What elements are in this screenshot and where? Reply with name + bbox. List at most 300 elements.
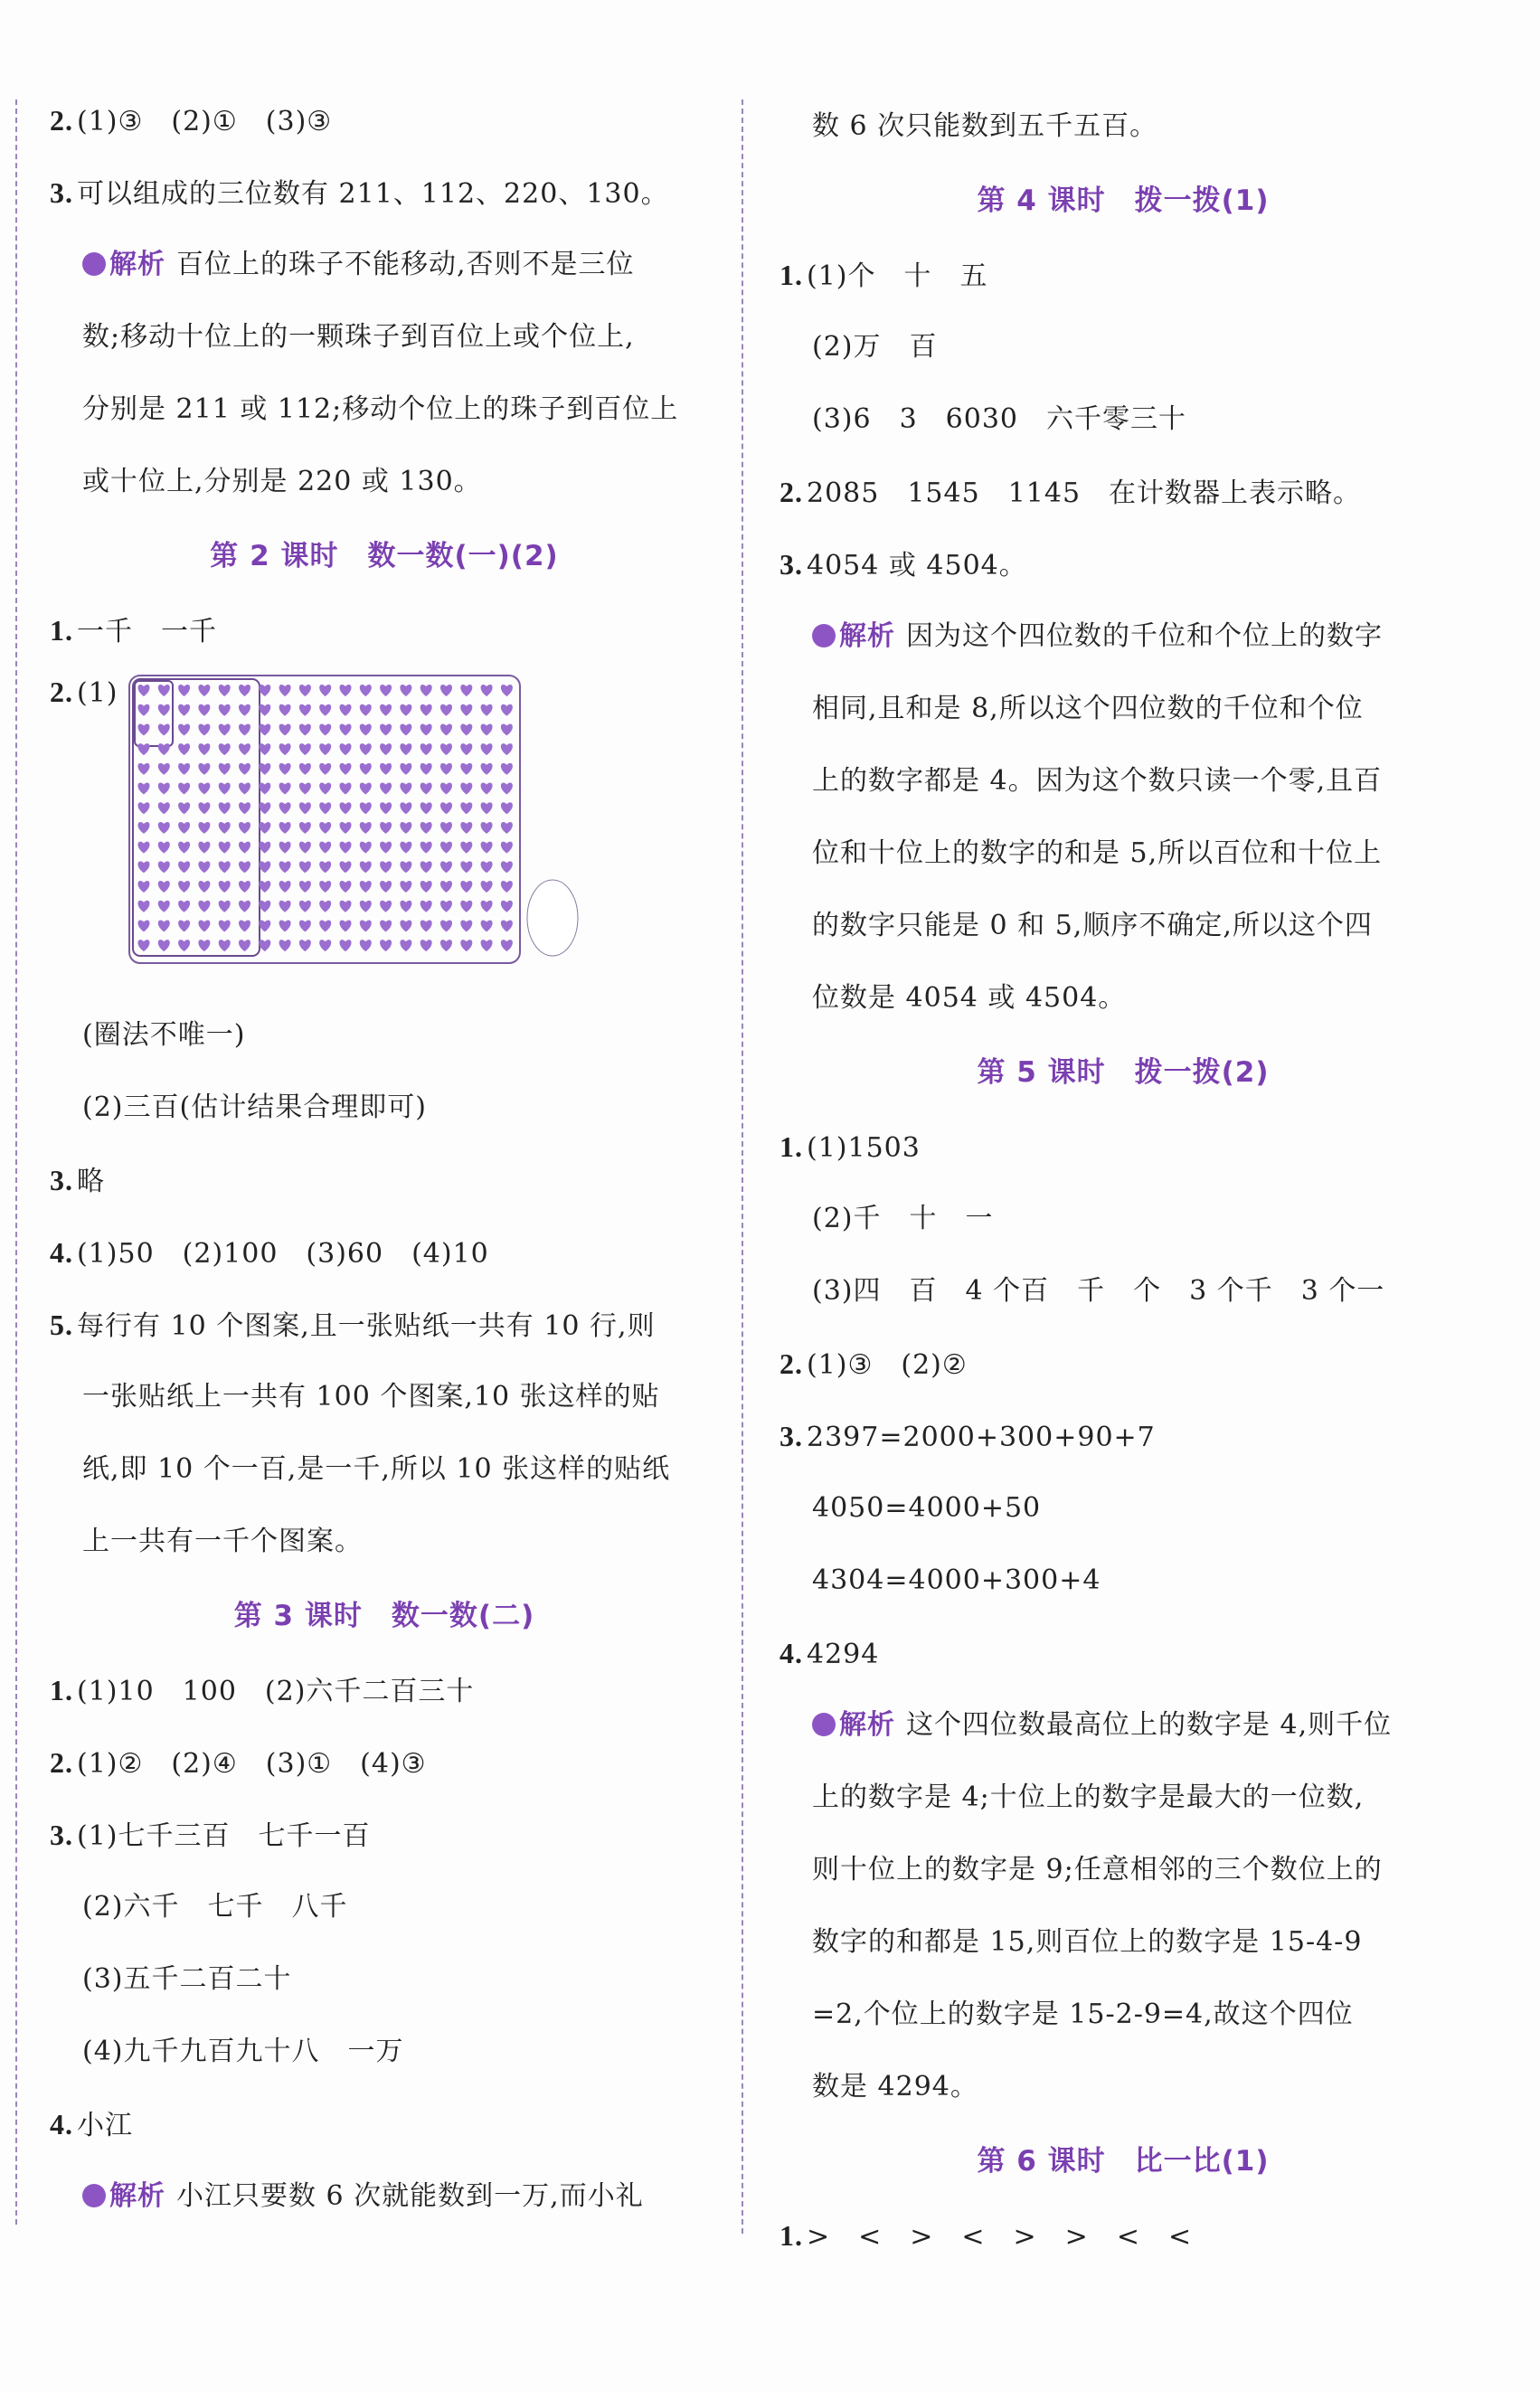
question-number: 2. [50,1746,73,1779]
heart-icon [319,704,331,716]
answer-line [779,90,1467,163]
line-text: 数是 4294。 [812,2071,978,2103]
heart-icon [420,783,432,795]
heart-icon [239,822,250,834]
heart-icon [380,783,392,795]
question-number: 3. [779,548,803,581]
heart-icon [198,901,210,912]
heart-icon [420,940,432,951]
heart-icon [198,743,210,755]
heart-icon [440,881,452,893]
heart-icon [501,940,513,951]
answer-line [50,1654,719,1726]
heart-icon [158,861,170,873]
heart-icon [481,685,493,696]
heart-icon [279,723,291,735]
heart-icon [440,940,452,951]
analysis-label [812,1709,895,1741]
heart-icon [481,822,493,834]
heart-icon [460,940,472,951]
heart-icon [178,940,190,951]
heart-icon [299,861,311,873]
hundred-circle [133,679,260,956]
heart-icon [299,901,311,912]
line-text: 位和十位上的数字的和是 5,所以百位和十位上 [812,837,1383,869]
heart-icon [259,723,270,735]
heart-icon [259,920,270,931]
heart-icon [158,802,170,814]
answer-line [779,1762,1467,1834]
line-text: 上一共有一千个图案。 [82,1526,363,1557]
heart-icon [360,704,372,716]
question-number: 1. [50,1674,73,1706]
line-text: 一张贴纸上一共有 100 个图案,10 张这样的贴 [82,1381,660,1413]
heart-icon [158,881,170,893]
heart-icon [360,685,372,696]
heart-icon [501,802,513,814]
heart-icon [158,842,170,854]
heart-icon [400,861,411,873]
heart-icon [420,802,432,814]
line-text: 4304=4000+300+4 [812,1564,1101,1596]
heart-icon [158,763,170,775]
heart-icon [501,842,513,854]
heart-icon [299,704,311,716]
question-number: 5. [50,1309,73,1341]
question-number: 4. [50,1236,73,1269]
heart-icon [319,802,331,814]
outer-circle-boundary [129,676,520,963]
heart-icon [198,822,210,834]
heart-icon [198,723,210,735]
line-text: 数;移动十位上的一颗珠子到百位上或个位上, [82,321,635,353]
heart-icon [219,881,231,893]
heart-icon [219,743,231,755]
heart-icon [158,723,170,735]
heart-icon [339,743,351,755]
heart-icon [360,920,372,931]
answer-line [779,456,1467,528]
line-text: 小江 [77,2110,133,2141]
heart-icon [239,861,250,873]
right-column [779,90,1467,2272]
heart-icon [219,920,231,931]
answer-line [779,2199,1467,2272]
answer-line [50,2088,719,2160]
heart-icon [259,940,270,951]
heart-icon [481,763,493,775]
heart-icon [279,685,291,696]
analysis-line [50,229,719,301]
heart-icon [481,861,493,873]
heart-icon [259,783,270,795]
analysis-label [82,249,165,280]
heart-icon [279,901,291,912]
heart-icon [481,842,493,854]
heart-icon [440,783,452,795]
heart-icon [360,723,372,735]
line-text: 百位上的珠子不能移动,否则不是三位 [176,249,635,280]
heart-icon [400,920,411,931]
heart-icon [319,940,331,951]
line-text: (1)七千三百 七千一百 [77,1820,371,1852]
answer-line [50,373,719,446]
question-number: 3. [50,1819,73,1851]
lesson-heading [779,163,1467,239]
heart-icon [137,802,149,814]
heart-icon [299,723,311,735]
heart-icon [481,723,493,735]
heart-icon [460,802,472,814]
heart-icon [501,763,513,775]
heart-icon [219,704,231,716]
line-text: 略 [77,1166,105,1197]
answer-line [50,1072,719,1144]
line-text: (1)③ (2)② [807,1349,968,1381]
heart-icon [178,920,190,931]
heart-icon [239,704,250,716]
heart-icon [259,861,270,873]
heart-icon [259,881,270,893]
heart-icon [178,881,190,893]
heart-icon [460,783,472,795]
heart-icon [279,842,291,854]
heart-icon [239,901,250,912]
line-text: 2085 1545 1145 在计数器上表示略。 [807,477,1362,509]
heart-icon [400,783,411,795]
heart-icon [360,802,372,814]
heart-icon [259,743,270,755]
heart-icon [279,861,291,873]
answer-line [50,301,719,373]
heart-icon [239,920,250,931]
heart-icon [380,940,392,951]
heart-icon [360,783,372,795]
line-text: 4054 或 4504。 [807,550,1027,581]
line-text: 第 4 课时 拨一拨(1) [977,184,1270,217]
analysis-icon [82,252,106,276]
heart-icon [259,842,270,854]
heart-icon [279,940,291,951]
heart-icon [319,881,331,893]
answer-line [779,745,1467,817]
heart-icon [360,763,372,775]
heart-icon [501,783,513,795]
heart-icon [137,723,149,735]
heart-icon [501,704,513,716]
answer-line [779,1328,1467,1400]
heart-icon [239,783,250,795]
heart-icon [440,920,452,931]
heart-icon [380,920,392,931]
heart-icon [339,822,351,834]
answer-line [50,446,719,518]
heart-icon [440,723,452,735]
heart-icon [279,881,291,893]
heart-icon [279,783,291,795]
heart-icon [460,743,472,755]
answer-line [779,962,1467,1035]
line-text: 数 6 次只能数到五千五百。 [812,110,1158,142]
heart-icon [481,802,493,814]
answer-line [50,999,719,1072]
answer-line [779,1110,1467,1183]
heart-icon [178,685,190,696]
heart-icon [259,685,270,696]
heart-icon [460,704,472,716]
heart-sticker-figure [128,674,634,981]
question-number: 1. [50,614,73,647]
heart-icon [339,723,351,735]
lesson-heading [50,518,719,594]
answer-line [50,1361,719,1433]
analysis-icon [812,624,836,647]
heart-icon [400,842,411,854]
heart-icon [420,881,432,893]
line-text: (3)五千二百二十 [82,1963,292,1995]
answer-line [779,1906,1467,1979]
question-number: 3. [50,176,73,209]
heart-icon [178,704,190,716]
heart-icon [400,743,411,755]
line-text: 分别是 211 或 112;移动个位上的珠子到百位上 [82,393,679,425]
heart-icon [400,802,411,814]
heart-icon [198,920,210,931]
figure-answer-line [50,666,719,999]
question-number: 1. [779,259,803,291]
heart-icon [198,842,210,854]
answer-line [50,1144,719,1216]
heart-icon [299,881,311,893]
heart-icon [198,685,210,696]
line-text: 则十位上的数字是 9;任意相邻的三个数位上的 [812,1854,1383,1885]
heart-icon [339,842,351,854]
heart-icon [319,783,331,795]
line-text: 一千 一千 [77,616,217,647]
question-number: 2. [779,476,803,508]
heart-icon [137,685,149,696]
heart-icon [198,704,210,716]
question-number: 4. [779,1637,803,1669]
line-text: 第 2 课时 数一数(一)(2) [210,540,559,572]
line-text: (1)10 100 (2)六千二百三十 [77,1676,475,1707]
heart-icon [440,685,452,696]
heart-icon [360,940,372,951]
heart-icon [380,802,392,814]
heart-icon [299,783,311,795]
heart-icon [259,704,270,716]
heart-icon [178,802,190,814]
heart-icon [400,940,411,951]
heart-icon [299,743,311,755]
heart-icon [481,783,493,795]
heart-icon [239,763,250,775]
line-text: (1)个 十 五 [807,260,988,292]
line-text: 第 5 课时 拨一拨(2) [977,1056,1270,1089]
line-text: 可以组成的三位数有 211、112、220、130。 [77,178,669,210]
heart-icon [219,842,231,854]
line-text: (3)四 百 4 个百 千 个 3 个千 3 个一 [812,1275,1385,1307]
heart-icon [501,861,513,873]
answer-line [779,1979,1467,2051]
line-text: 数字的和都是 15,则百位上的数字是 15-4-9 [812,1926,1363,1958]
heart-icon [198,802,210,814]
heart-icon [400,881,411,893]
heart-icon [339,940,351,951]
line-text: 每行有 10 个图案,且一张贴纸一共有 10 行,则 [77,1310,656,1342]
heart-icon [380,723,392,735]
heart-icon [380,685,392,696]
answer-line [50,594,719,666]
analysis-label-text: 解析 [109,249,165,280]
question-number: 1. [779,1130,803,1163]
heart-icon [239,842,250,854]
heart-icon [360,881,372,893]
heart-icon [137,940,149,951]
heart-icon [400,901,411,912]
heart-icon [481,704,493,716]
heart-icon [339,783,351,795]
heart-icon [299,763,311,775]
line-text: 这个四位数最高位上的数字是 4,则千位 [906,1709,1393,1741]
heart-icon [178,822,190,834]
heart-icon [239,802,250,814]
line-text: 第 6 课时 比一比(1) [977,2145,1270,2178]
heart-icon [339,881,351,893]
heart-icon [400,685,411,696]
line-text: 2397=2000+300+90+7 [807,1422,1156,1453]
line-text: 相同,且和是 8,所以这个四位数的千位和个位 [812,693,1364,724]
heart-icon [501,901,513,912]
heart-icon [360,842,372,854]
heart-icon [178,723,190,735]
heart-icon [360,822,372,834]
heart-icon [339,901,351,912]
heart-icon [158,940,170,951]
heart-icon [420,842,432,854]
heart-icon [219,940,231,951]
heart-icon [239,881,250,893]
line-text: 纸,即 10 个一百,是一千,所以 10 张这样的贴纸 [82,1453,671,1485]
heart-icon [279,822,291,834]
heart-icon [460,763,472,775]
answer-line [779,311,1467,383]
heart-icon [137,763,149,775]
heart-icon [319,685,331,696]
heart-icon [299,685,311,696]
heart-icon [380,901,392,912]
heart-icon [420,822,432,834]
line-text: (1) [77,677,118,709]
heart-icon [319,842,331,854]
analysis-label-text: 解析 [839,1709,895,1741]
answer-line [779,239,1467,311]
analysis-line [779,1689,1467,1762]
heart-icon [137,881,149,893]
heart-icon [279,802,291,814]
heart-icon [319,901,331,912]
heart-icon [178,763,190,775]
answer-line [50,1726,719,1799]
left-column [50,84,719,2233]
heart-icon [137,901,149,912]
analysis-icon [812,1713,836,1736]
heart-icon [178,842,190,854]
heart-icon [299,822,311,834]
heart-icon [440,842,452,854]
heart-icon [319,763,331,775]
answer-line [779,673,1467,745]
heart-icon [259,901,270,912]
line-text: =2,个位上的数字是 15-2-9=4,故这个四位 [812,1999,1354,2030]
heart-icon [137,861,149,873]
heart-icon [460,901,472,912]
heart-icon [259,822,270,834]
heart-icon [259,802,270,814]
heart-icon [158,783,170,795]
heart-icon [380,842,392,854]
answer-line [779,528,1467,600]
heart-icon [380,881,392,893]
heart-icon [481,920,493,931]
heart-icon [481,901,493,912]
answer-line [779,1472,1467,1545]
line-text: (1)② (2)④ (3)① (4)③ [77,1748,427,1780]
heart-icon [380,822,392,834]
heart-icon [198,783,210,795]
line-text: 第 3 课时 数一数(二) [233,1600,535,1632]
heart-icon [380,704,392,716]
heart-icon [420,920,432,931]
analysis-label-text: 解析 [839,620,895,652]
heart-icon [460,822,472,834]
heart-icon [219,861,231,873]
heart-icon [400,723,411,735]
heart-icon [380,763,392,775]
heart-icon [279,704,291,716]
hamster-mascot [527,880,578,956]
heart-icon [420,704,432,716]
heart-icon [360,861,372,873]
heart-icon [259,763,270,775]
heart-icon [501,743,513,755]
line-text: 4294 [807,1639,880,1670]
answer-line [779,1255,1467,1328]
left-margin-divider [15,99,17,2225]
heart-icon [420,685,432,696]
heart-icon [279,920,291,931]
heart-icon [178,783,190,795]
line-text: (2)万 百 [812,331,938,363]
question-number: 4. [50,2108,73,2141]
answer-line [50,84,719,156]
heart-icon [420,743,432,755]
heart-icon [319,861,331,873]
line-text: 4050=4000+50 [812,1492,1042,1524]
heart-icon [299,940,311,951]
line-text: 位数是 4054 或 4504。 [812,982,1127,1014]
heart-icon [339,704,351,716]
heart-icon [239,685,250,696]
heart-icon [440,743,452,755]
heart-icon [219,822,231,834]
heart-icon [501,822,513,834]
heart-icon [219,783,231,795]
heart-icon [239,940,250,951]
answer-line [779,817,1467,890]
heart-icon [219,763,231,775]
heart-icon [481,743,493,755]
